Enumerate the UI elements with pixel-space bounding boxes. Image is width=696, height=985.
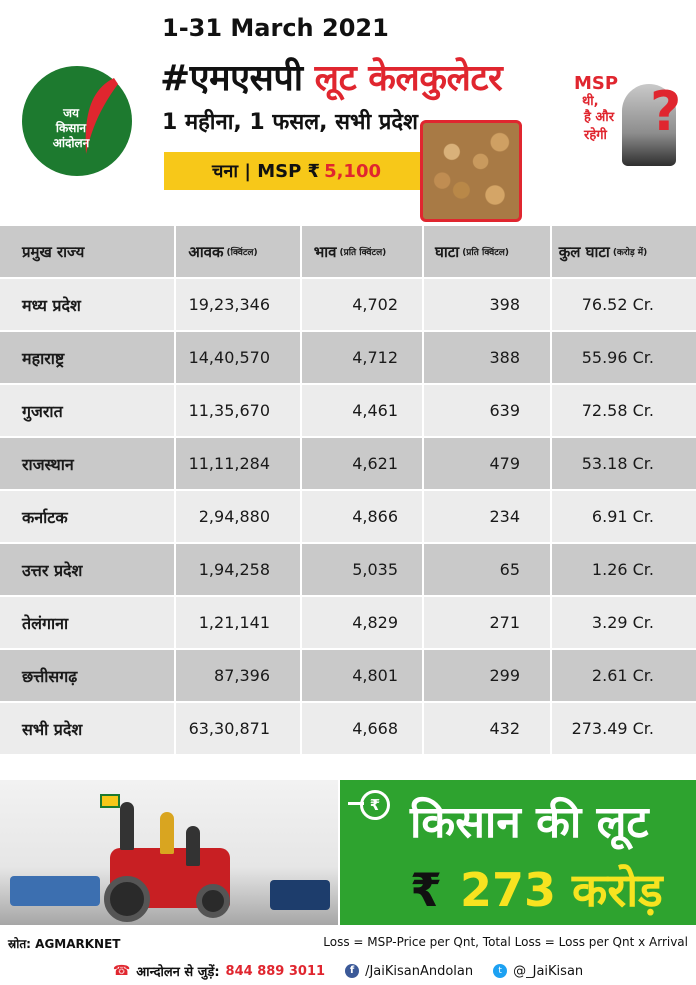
header-loss — [424, 226, 552, 277]
cell-price: 5,035 — [302, 544, 424, 595]
source-row — [0, 932, 696, 954]
subtitle: 1 महीना, 1 फसल, सभी प्रदेश — [162, 110, 419, 135]
header-unit: (करोड़ में) — [612, 248, 648, 258]
header-price — [302, 226, 424, 277]
person-shape — [186, 826, 200, 866]
cell-arrival: 1,21,141 — [176, 597, 302, 648]
crop-label: चना | MSP ₹ — [212, 161, 321, 182]
cell-state: गुजरात — [0, 385, 176, 436]
twitter-icon: t — [493, 964, 507, 978]
cell-price: 4,668 — [302, 703, 424, 754]
facebook-icon: f — [345, 964, 359, 978]
logo-text-line: जय — [63, 106, 79, 120]
header-label: भाव — [313, 242, 337, 261]
header-total-loss — [552, 226, 696, 277]
cell-arrival: 11,11,284 — [176, 438, 302, 489]
tractor-shape — [10, 876, 100, 906]
logo-text-line: किसान — [55, 121, 87, 135]
chickpea-image — [420, 120, 522, 222]
crop-msp-bar — [164, 152, 424, 190]
cell-state: मध्य प्रदेश — [0, 279, 176, 330]
header-label: प्रमुख राज्य — [22, 242, 85, 261]
cell-total: 3.29 Cr. — [552, 597, 696, 648]
cell-price: 4,801 — [302, 650, 424, 701]
table-row — [0, 650, 696, 703]
question-mark-icon: ? — [650, 80, 682, 143]
cell-state: कर्नाटक — [0, 491, 176, 542]
phone-icon: ☎ — [112, 963, 131, 979]
table-header-row — [0, 226, 696, 279]
header-unit: (प्रति क्विंटल) — [462, 248, 510, 258]
badge-line: रहेगी — [584, 128, 607, 143]
facebook-handle[interactable]: /JaiKisanAndolan — [365, 963, 474, 979]
table-row — [0, 332, 696, 385]
jai-kisan-andolan-logo — [22, 66, 132, 176]
title-hashtag: #एमएसपी — [160, 58, 303, 99]
msp-loss-table — [0, 226, 696, 756]
header-arrival — [176, 226, 302, 277]
table-row — [0, 544, 696, 597]
logo-text — [36, 106, 106, 151]
wheel-shape — [104, 876, 150, 922]
tractor-shape — [270, 880, 330, 910]
table-row — [0, 491, 696, 544]
header-label: कुल घाटा — [558, 242, 610, 261]
cell-arrival: 1,94,258 — [176, 544, 302, 595]
phone-number[interactable]: 844 889 3011 — [225, 963, 326, 979]
wheel-shape — [196, 884, 230, 918]
cell-state: सभी प्रदेश — [0, 703, 176, 754]
cell-arrival: 14,40,570 — [176, 332, 302, 383]
loot-title: किसान की लूट — [410, 797, 649, 848]
cell-total: 72.58 Cr. — [552, 385, 696, 436]
person-shape — [120, 802, 134, 850]
cell-price: 4,461 — [302, 385, 424, 436]
cell-loss: 388 — [424, 332, 552, 383]
source-text: स्रोत: AGMARKNET — [8, 937, 121, 951]
loss-formula: Loss = MSP-Price per Qnt, Total Loss = Loss per Qnt x Arrival — [323, 935, 688, 949]
cell-price: 4,621 — [302, 438, 424, 489]
cell-loss: 398 — [424, 279, 552, 330]
logo-text-line: आंदोलन — [52, 136, 90, 150]
cell-total: 76.52 Cr. — [552, 279, 696, 330]
badge-line: MSP — [574, 73, 619, 94]
msp-badge — [566, 73, 682, 176]
rupee-circle-icon: ₹ — [360, 790, 390, 820]
cell-loss: 271 — [424, 597, 552, 648]
table-row-total — [0, 703, 696, 756]
table-row — [0, 385, 696, 438]
cell-loss: 65 — [424, 544, 552, 595]
cell-total: 53.18 Cr. — [552, 438, 696, 489]
cell-price: 4,702 — [302, 279, 424, 330]
table-row — [0, 438, 696, 491]
header-label: घाटा — [434, 242, 460, 261]
cell-arrival: 2,94,880 — [176, 491, 302, 542]
cell-total: 273.49 Cr. — [552, 703, 696, 754]
cell-loss: 639 — [424, 385, 552, 436]
contact-row — [0, 958, 696, 984]
contact-label: आन्दोलन से जुड़ें: — [136, 965, 220, 980]
header-unit: (क्विंटल) — [226, 248, 258, 258]
twitter-handle[interactable]: @_JaiKisan — [513, 963, 584, 979]
cell-loss: 479 — [424, 438, 552, 489]
loot-value: 273 करोड़ — [460, 863, 663, 917]
farmer-loot-banner — [340, 780, 696, 925]
table-row — [0, 279, 696, 332]
cell-state: उत्तर प्रदेश — [0, 544, 176, 595]
cell-price: 4,829 — [302, 597, 424, 648]
flag-icon — [100, 794, 120, 808]
date-range: 1-31 March 2021 — [162, 14, 389, 42]
cell-arrival: 63,30,871 — [176, 703, 302, 754]
cell-state: महाराष्ट्र — [0, 332, 176, 383]
cell-loss: 432 — [424, 703, 552, 754]
page-title — [160, 52, 502, 101]
cell-loss: 234 — [424, 491, 552, 542]
person-shape — [160, 812, 174, 854]
cell-total: 55.96 Cr. — [552, 332, 696, 383]
header-state — [0, 226, 176, 277]
cell-state: छत्तीसगढ़ — [0, 650, 176, 701]
cell-state: राजस्थान — [0, 438, 176, 489]
rupee-symbol: ₹ — [410, 863, 443, 917]
farmers-tractor-photo — [0, 780, 338, 925]
cell-arrival: 87,396 — [176, 650, 302, 701]
cell-state: तेलंगाना — [0, 597, 176, 648]
badge-line: थी, — [582, 94, 599, 109]
crop-msp-value: 5,100 — [324, 160, 381, 182]
header-label: आवक — [188, 242, 224, 261]
table-row — [0, 597, 696, 650]
header-unit: (प्रति क्विंटल) — [339, 248, 387, 258]
cell-arrival: 19,23,346 — [176, 279, 302, 330]
cell-total: 6.91 Cr. — [552, 491, 696, 542]
cell-arrival: 11,35,670 — [176, 385, 302, 436]
loot-amount — [410, 858, 663, 920]
cell-price: 4,866 — [302, 491, 424, 542]
cell-total: 2.61 Cr. — [552, 650, 696, 701]
cell-total: 1.26 Cr. — [552, 544, 696, 595]
title-emphasis: लूट केलकुलेटर — [314, 58, 503, 99]
cell-loss: 299 — [424, 650, 552, 701]
badge-line: है और — [584, 110, 615, 125]
cell-price: 4,712 — [302, 332, 424, 383]
